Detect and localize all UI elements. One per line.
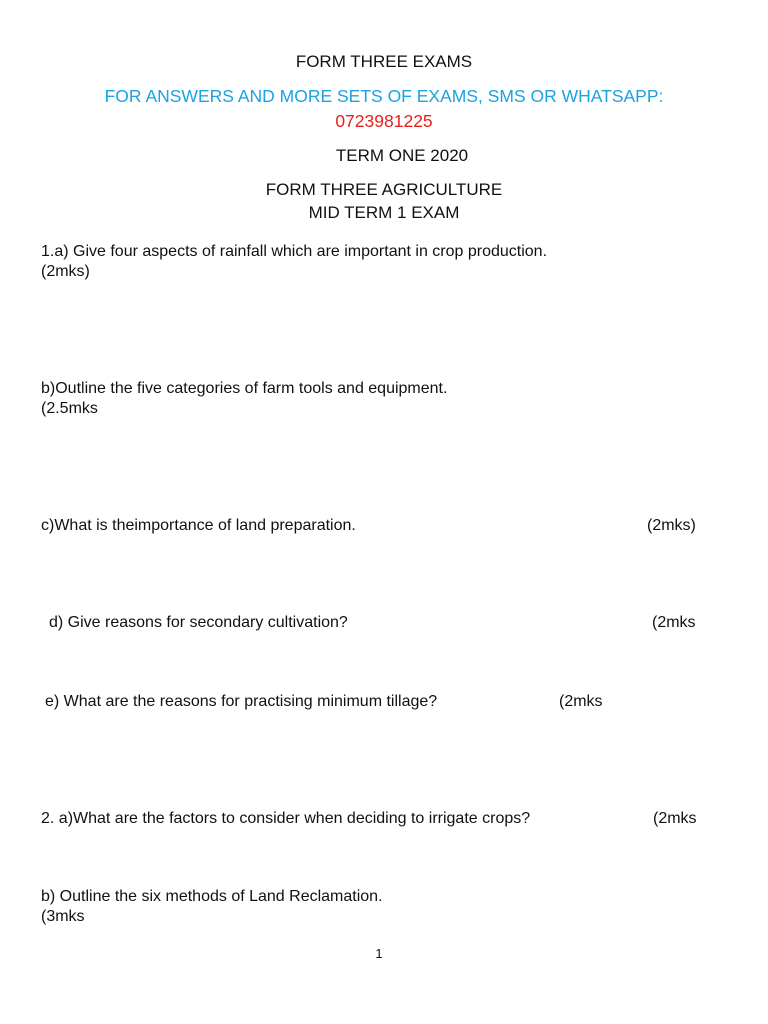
promo-line: FOR ANSWERS AND MORE SETS OF EXAMS, SMS OR WHATSAPP: (104, 86, 664, 106)
question-text: b)Outline the five categories of farm tools and equipment. (41, 380, 448, 397)
exam-title: FORM THREE EXAMS (295, 52, 473, 71)
question-marks: (3mks (41, 908, 85, 925)
exam-heading: MID TERM 1 EXAM (308, 203, 460, 222)
term-heading: TERM ONE 2020 (335, 146, 469, 165)
question-marks: (2mks) (647, 517, 696, 534)
question-text: e) What are the reasons for practising minimum tillage? (45, 693, 438, 710)
question-text: c)What is theimportance of land preparation. (41, 517, 356, 534)
question-text: 1.a) Give four aspects of rainfall which are important in crop production. (41, 243, 548, 260)
question-marks: (2mks (652, 614, 696, 631)
question-text: 2. a)What are the factors to consider when deciding to irrigate crops? (41, 810, 531, 827)
question-marks: (2.5mks (41, 400, 98, 417)
page-number: 1 (375, 946, 383, 961)
question-text: d) Give reasons for secondary cultivation? (49, 614, 348, 631)
question-text: b) Outline the six methods of Land Reclamation. (41, 888, 383, 905)
question-marks: (2mks (653, 810, 697, 827)
subject-heading: FORM THREE AGRICULTURE (265, 180, 503, 199)
question-marks: (2mks (559, 693, 603, 710)
question-marks: (2mks) (41, 263, 90, 280)
phone-number: 0723981225 (335, 111, 433, 131)
